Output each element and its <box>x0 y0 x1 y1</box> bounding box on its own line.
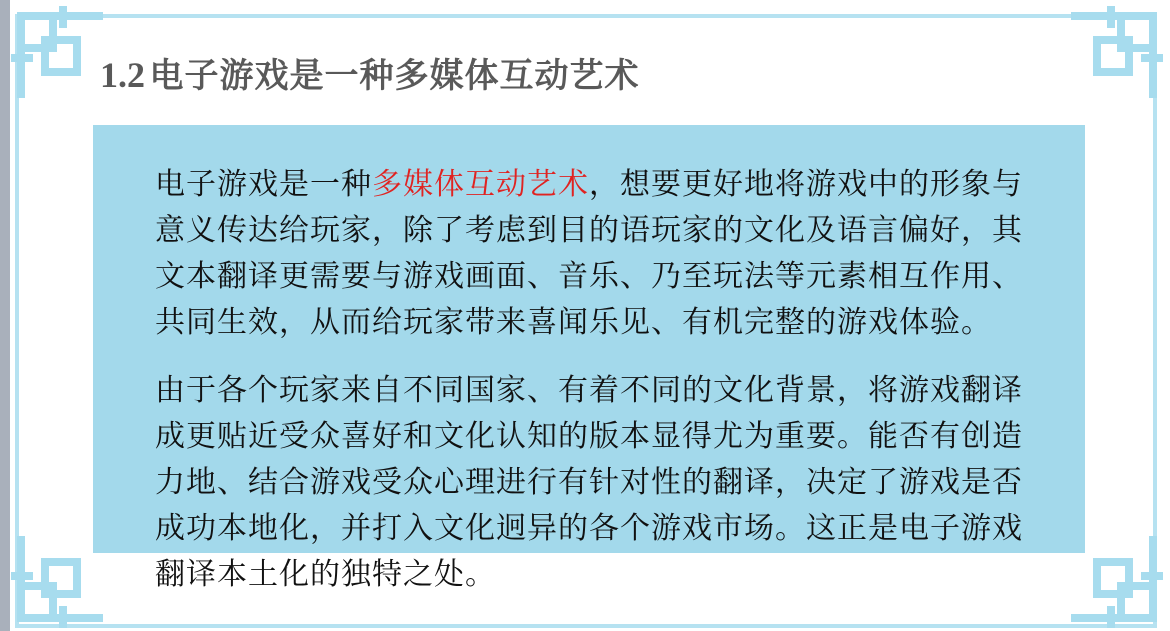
body-line: 成更贴近受众喜好和文化认知的版本显得尤为重要。能否有创造 <box>155 420 1023 453</box>
body-line: 文本翻译更需要与游戏画面、音乐、乃至玩法等元素相互作用、 <box>155 260 1023 293</box>
left-edge-strip <box>0 0 10 631</box>
body-line: 成功本地化，并打入文化迥异的各个游戏市场。这正是电子游戏 <box>155 512 1023 545</box>
body-line: 力地、结合游戏受众心理进行有针对性的翻译，决定了游戏是否 <box>155 466 1023 499</box>
body-text-segment: 电子游戏是一种 <box>155 168 372 201</box>
body-line: 由于各个玩家来自不同国家、有着不同的文化背景，将游戏翻译 <box>155 374 1023 407</box>
body-line: 翻译本土化的独特之处。 <box>155 558 496 591</box>
body-line <box>155 162 1023 208</box>
body-text-segment: ，想要更好地将游戏中的形象与 <box>589 168 1023 201</box>
knot-ornament-bottom-left-icon <box>11 536 103 628</box>
highlighted-term: 多媒体互动艺术 <box>372 168 589 201</box>
knot-ornament-top-right-icon <box>1071 6 1163 98</box>
body-line: 共同生效，从而给玩家带来喜闻乐见、有机完整的游戏体验。 <box>155 306 992 339</box>
body-text <box>155 162 1023 598</box>
page-title <box>100 48 639 97</box>
section-number: 1.2 <box>100 55 145 95</box>
knot-ornament-top-left-icon <box>11 6 103 98</box>
section-title-text: 电子游戏是一种多媒体互动艺术 <box>149 57 640 95</box>
body-line: 意义传达给玩家，除了考虑到目的语玩家的文化及语言偏好，其 <box>155 214 1023 247</box>
